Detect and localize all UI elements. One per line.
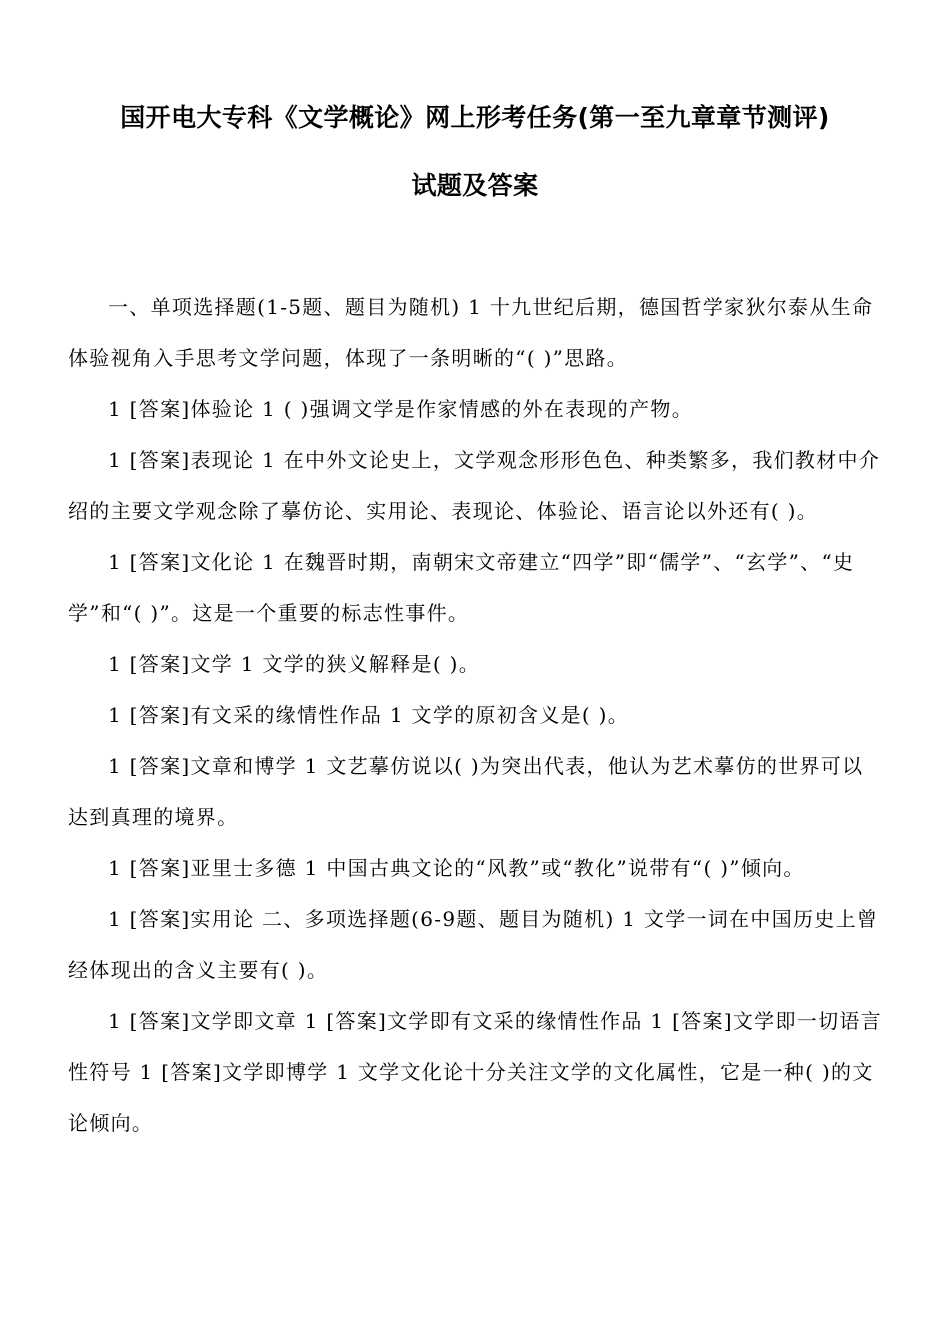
paragraph: 1 [答案]文学即文章 1 [答案]文学即有文采的缘情性作品 1 [答案]文学即一切语言性符号 1 [答案]文学即博学 1 文学文化论十分关注文学的文化属性，它是一种( )的文论倾向。 xyxy=(68,1009,882,1135)
paragraph: 1 [答案]体验论 1 ( )强调文学是作家情感的外在表现的产物。 xyxy=(108,397,693,421)
paragraph: 1 [答案]亚里士多德 1 中国古典文论的“风教”或“教化”说带有“( )”倾向。 xyxy=(108,856,805,880)
paragraph: 1 [答案]表现论 1 在中外文论史上，文学观念形形色色、种类繁多，我们教材中介绍的主要文学观念除了摹仿论、实用论、表现论、体验论、语言论以外还有( )。 xyxy=(68,448,881,523)
paragraph: 1 [答案]文化论 1 在魏晋时期，南朝宋文帝建立“四学”即“儒学”、“玄学”、“史学”和“( )”。这是一个重要的标志性事件。 xyxy=(68,550,855,625)
paragraph: 1 [答案]文学 1 文学的狭义解释是( )。 xyxy=(108,652,480,676)
paragraph: 1 [答案]文章和博学 1 文艺摹仿说以( )为突出代表，他认为艺术摹仿的世界可以达到真理的境界。 xyxy=(68,754,864,829)
paragraph: 一、单项选择题(1-5题、题目为随机) 1 十九世纪后期，德国哲学家狄尔泰从生命体验视角入手思考文学问题，体现了一条明晰的“( )”思路。 xyxy=(68,295,874,370)
paragraph: 1 [答案]有文采的缘情性作品 1 文学的原初含义是( )。 xyxy=(108,703,630,727)
document-body xyxy=(68,282,884,1149)
document-title-line-1: 国开电大专科《文学概论》网上形考任务(第一至九章章节测评) xyxy=(120,103,830,132)
document-title-line-2: 试题及答案 xyxy=(411,171,539,200)
paragraph: 1 [答案]实用论 二、多项选择题(6-9题、题目为随机) 1 文学一词在中国历史上曾经体现出的含义主要有( )。 xyxy=(68,907,879,982)
